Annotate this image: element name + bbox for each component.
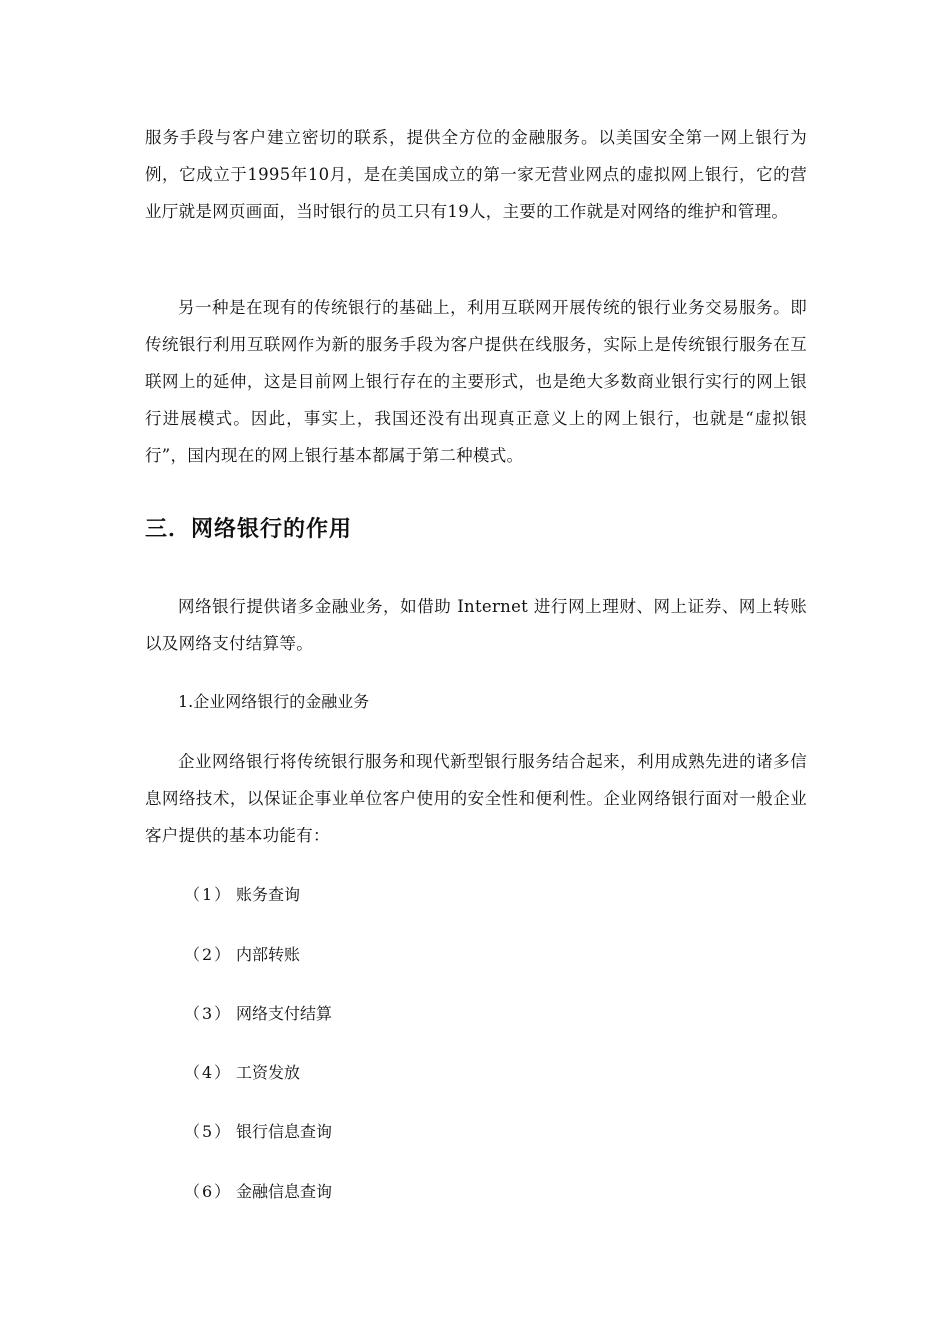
list-item-label: 金融信息查询 [236, 1182, 333, 1201]
list-item [184, 1058, 300, 1088]
list-item-label: 银行信息查询 [236, 1122, 333, 1141]
list-item-number: （5） [184, 1122, 233, 1141]
paragraph-services-intro: 网络银行提供诸多金融业务，如借助 Internet 进行网上理财、网上证券、网上转账以及网络支付结算等。 [145, 597, 807, 653]
list-item [184, 1177, 332, 1207]
list-item-number: （4） [184, 1063, 233, 1082]
list-item-number: （6） [184, 1182, 233, 1201]
paragraph-traditional-bank-model: 另一种是在现有的传统银行的基础上，利用互联网开展传统的银行业务交易服务。即传统银行利用互联网作为新的服务手段为客户提供在线服务，实际上是传统银行服务在互联网上的延伸，这是目前网上银行存在的主要形式，也是绝大多数商业银行实行的网上银行进展模式。因此，事实上，我国还没有出现真正意义上的网上银行，也就是“虚拟银行”，国内现在的网上银行基本都属于第二种模式。 [145, 298, 807, 465]
list-item-label: 工资发放 [236, 1063, 301, 1082]
paragraph-first-online-bank: 服务手段与客户建立密切的联系，提供全方位的金融服务。以美国安全第一网上银行为例，它成立于1995年10月，是在美国成立的第一家无营业网点的虚拟网上银行，它的营业厅就是网页画面，当时银行的员工只有19人，主要的工作就是对网络的维护和管理。 [145, 128, 807, 221]
subheading-enterprise-services: 1.企业网络银行的金融业务 [178, 692, 370, 711]
list-item-number: （3） [184, 1004, 233, 1023]
list-item-label: 网络支付结算 [236, 1004, 333, 1023]
section-heading: 三．网络银行的作用 [145, 517, 353, 542]
list-item-label: 内部转账 [236, 945, 301, 964]
paragraph-enterprise-banking: 企业网络银行将传统银行服务和现代新型银行服务结合起来，利用成熟先进的诸多信息网络技术，以保证企事业单位客户使用的安全性和便利性。企业网络银行面对一般企业客户提供的基本功能有： [145, 752, 807, 845]
list-item [184, 999, 332, 1029]
list-item [184, 1117, 332, 1147]
list-item-number: （1） [184, 885, 233, 904]
list-item-number: （2） [184, 945, 233, 964]
list-item [184, 880, 300, 910]
list-item [184, 940, 300, 970]
list-item-label: 账务查询 [236, 885, 301, 904]
